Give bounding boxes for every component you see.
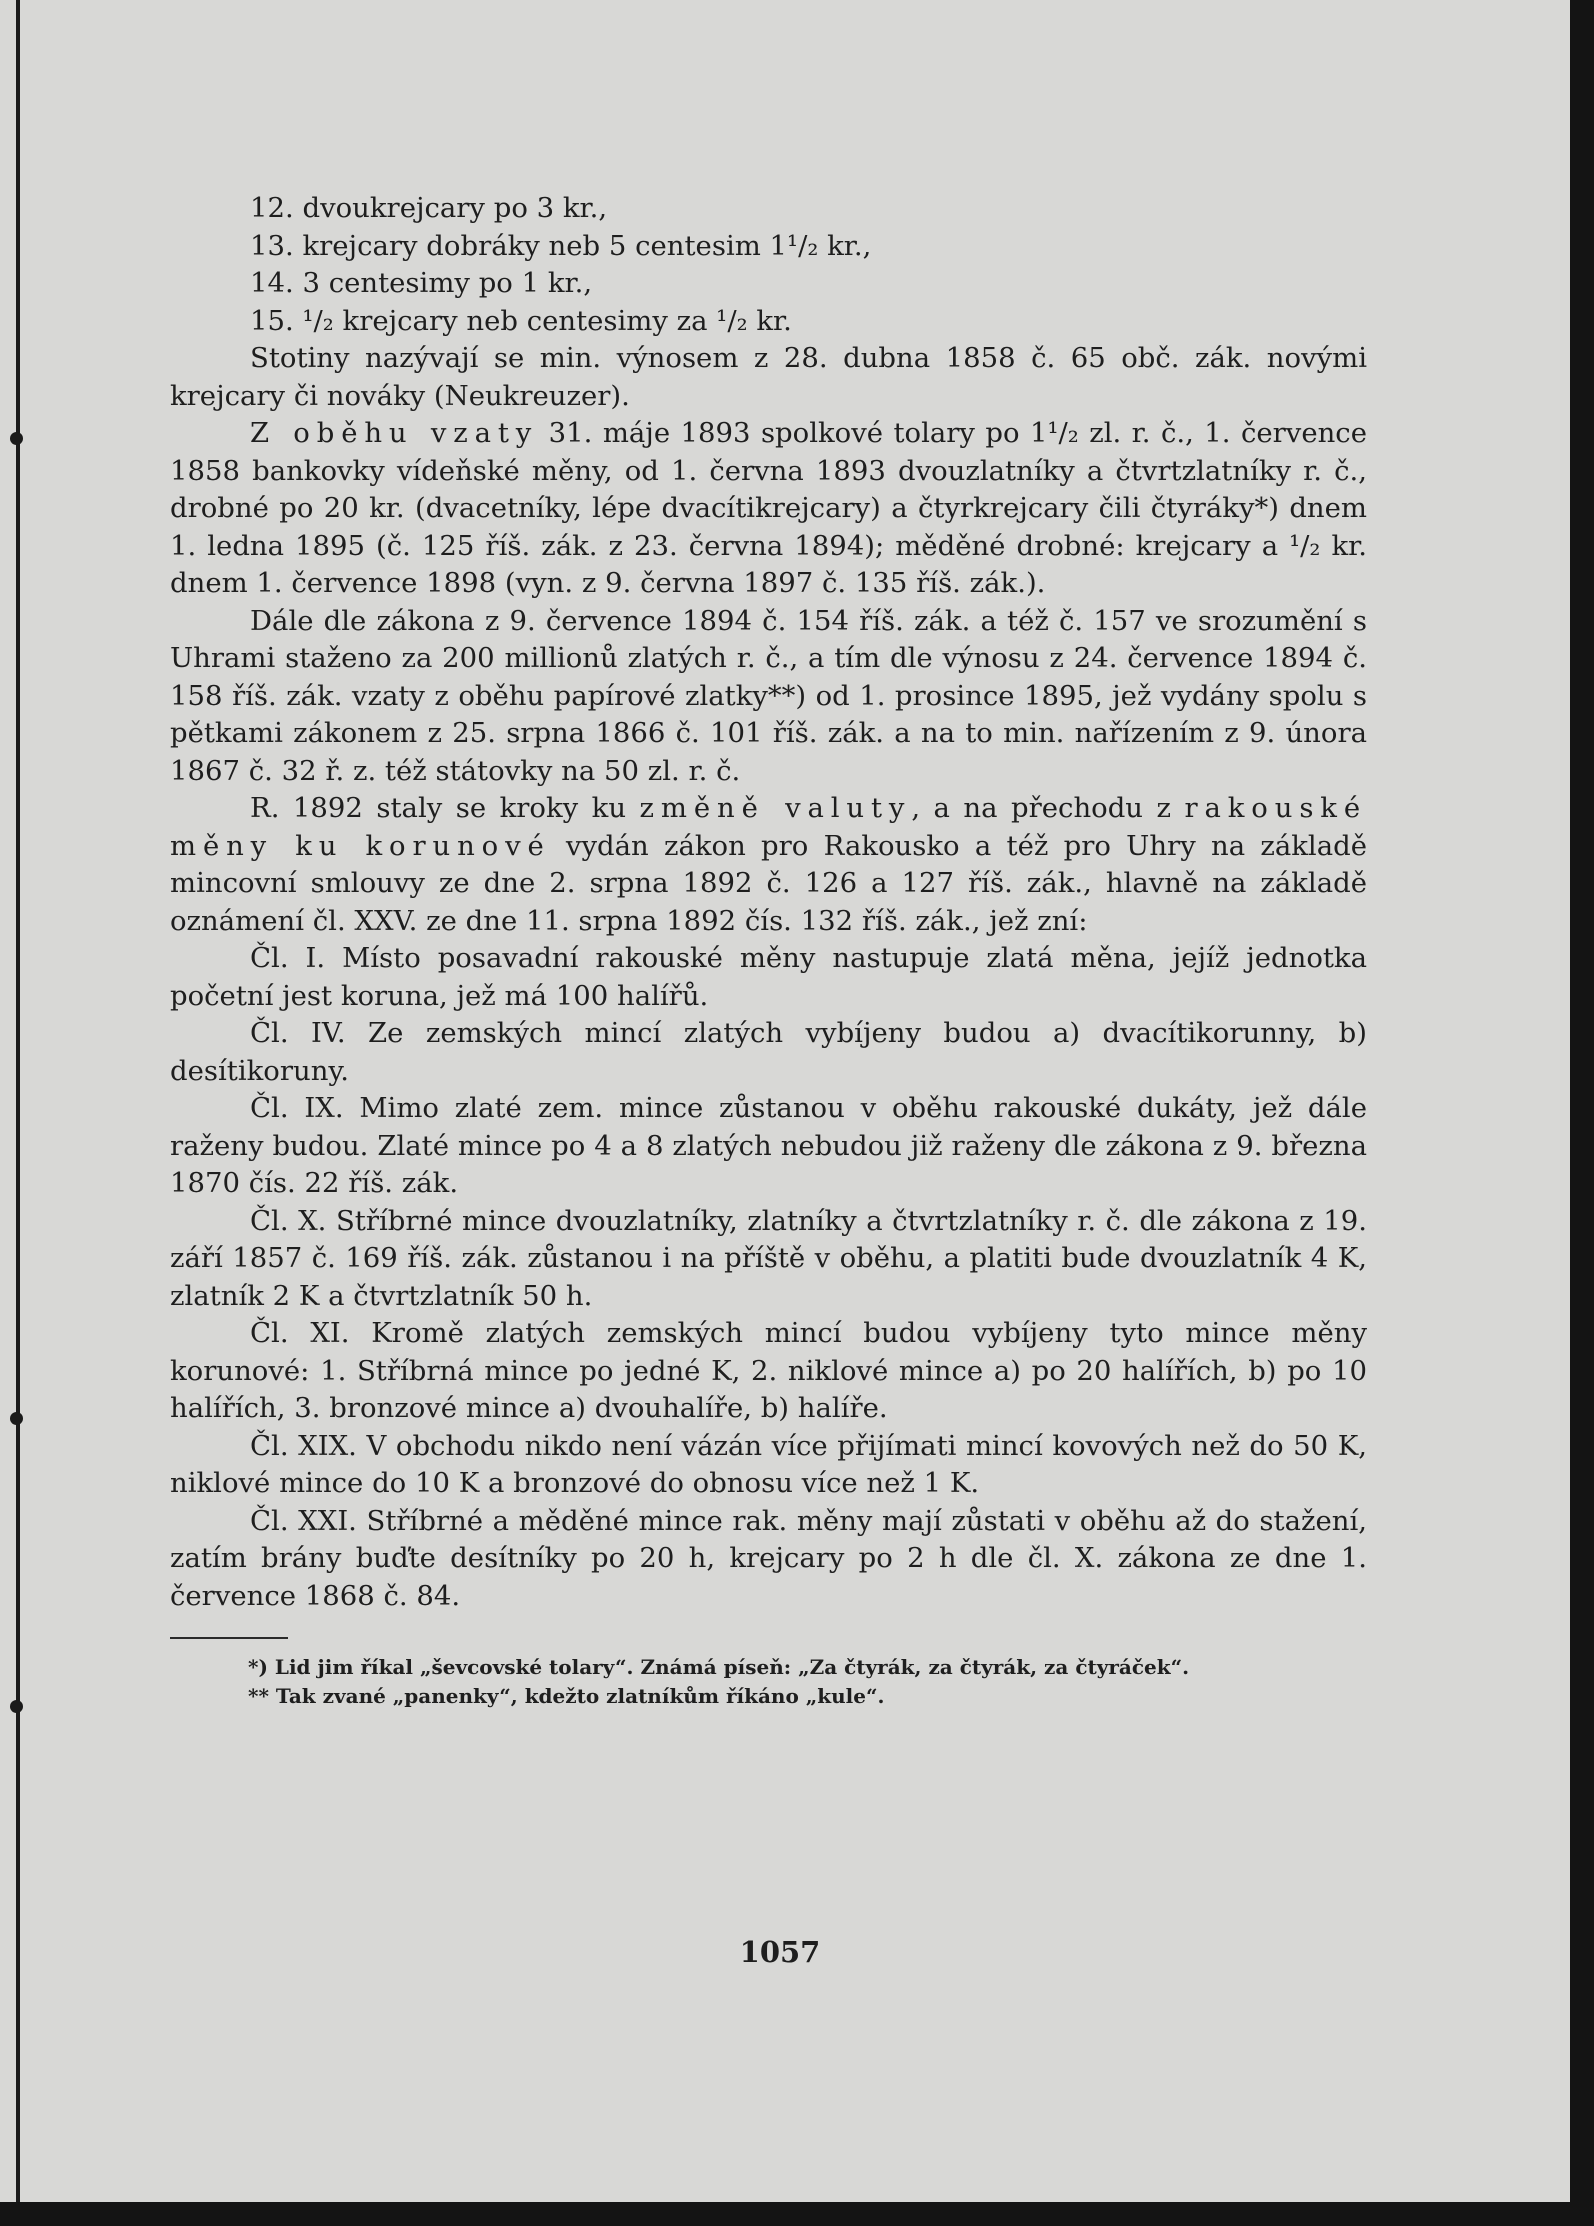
list-item: 14. 3 centesimy po 1 kr., [250,267,593,299]
article-cl-1: Čl. I. Místo posavadní rakouské měny nastupuje zlatá měna, jejíž jednotka početní jest koruna, jež má 100 halířů. [170,942,1367,1012]
footnote: *) Lid jim říkal „ševcovské tolary“. Známá píseň: „Za čtyrák, za čtyrák, za čtyráček“. [248,1655,1190,1679]
list-item: 12. dvoukrejcary po 3 kr., [250,192,608,224]
article-cl-19: Čl. XIX. V obchodu nikdo není vázán více přijímati mincí kovových než do 50 K, niklové mince do 10 K a bronzové do obnosu více než 1 K. [170,1429,1367,1499]
paragraph-text: , a na přechodu z [911,792,1185,824]
article-cl-4: Čl. IV. Ze zemských mincí zlatých vybíjeny budou a) dvacítikorunny, b) desítikoruny. [170,1017,1367,1087]
spaced-emphasis: změně valuty [639,792,912,824]
footnote-rule [170,1637,288,1639]
footnotes [170,1653,1367,1711]
spaced-emphasis: rakouské měny ku korunové [170,792,1367,862]
list-item: 13. krejcary dobráky neb 5 centesim 1¹/₂ kr., [250,229,872,262]
article-cl-10: Čl. X. Stříbrné mince dvouzlatníky, zlatníky a čtvrtzlatníky r. č. dle zákona z 19. září 1857 č. 169 říš. zák. zůstanou i na příště v oběhu, a platiti bude dvouzlatník 4 K, zlatník 2 K a čtvrtzlatník 50 h. [170,1204,1367,1312]
paragraph-text: vydán zákon pro Rakousko a též pro Uhry na základě mincovní smlouvy ze dne 2. srpna 1892 č. 126 a 127 říš. zák., hlavně na základě oznámení čl. XXV. ze dne 11. srpna 1892 čís. 132 říš. zák., jež zní: [170,829,1367,937]
paragraph-stotiny: Stotiny nazývají se min. výnosem z 28. dubna 1858 č. 65 obč. zák. novými krejcary či nováky (Neukreuzer). [170,342,1367,412]
article-cl-9: Čl. IX. Mimo zlaté zem. mince zůstanou v oběhu rakouské dukáty, jež dále raženy budou. Zlaté mince po 4 a 8 zlatých nebudou již raženy dle zákona z 9. března 1870 čís. 22 říš. zák. [170,1092,1367,1199]
paragraph-text: R. 1892 staly se kroky ku [250,792,640,824]
binding-mark [10,432,23,445]
article-cl-11: Čl. XI. Kromě zlatých zemských mincí budou vybíjeny tyto mince měny korunové: 1. Stříbrná mince po jedné K, 2. niklové mince a) po 20 halířích, b) po 10 halířích, 3. bronzové mince a) dvouhalíře, b) halíře. [170,1317,1367,1424]
denomination-list [170,190,1367,340]
article-cl-21: Čl. XXI. Stříbrné a měděné mince rak. měny mají zůstati v oběhu až do stažení, zatím brány buďte desítníky po 20 h, krejcary po 2 h dle čl. X. zákona ze dne 1. července 1868 č. 84. [170,1504,1367,1612]
list-item: 15. ¹/₂ krejcary neb centesimy za ¹/₂ kr. [250,304,792,337]
paragraph-dale: Dále dle zákona z 9. července 1894 č. 154 říš. zák. a též č. 157 ve srozumění s Uhrami staženo za 200 millionů zlatých r. č., a tím dle výnosu z 24. července 1894 č. 158 říš. zák. vzaty z oběhu papírové zlatky**) od 1. prosince 1895, jež vydány spolu s pětkami zákonem z 25. srpna 1866 č. 101 říš. zák. a na to min. nařízením z 9. února 1867 č. 32 ř. z. též státovky na 50 zl. r. č. [170,604,1367,787]
page-number: 1057 [739,1935,821,1969]
page-body [170,190,1367,1711]
paragraph-z-obehu [170,415,1367,603]
binding-edge [16,0,20,2202]
binding-mark [10,1700,23,1713]
spaced-emphasis: Z oběhu vzaty [250,417,539,449]
paragraph-r1892 [170,790,1367,940]
binding-mark [10,1412,23,1425]
paragraph-text: 31. máje 1893 spolkové tolary po 1¹/₂ zl. r. č., 1. července 1858 bankovky vídeňské měny, od 1. června 1893 dvouzlatníky a čtvrtzlatníky r. č., drobné po 20 kr. (dvacetníky, lépe dvacítikrejcary) a čtyrkrejcary čili čtyráky*) dnem 1. ledna 1895 (č. 125 říš. zák. z 23. června 1894); měděné drobné: krejcary a ¹/₂ kr. dnem 1. července 1898 (vyn. z 9. června 1897 č. 135 říš. zák.). [170,417,1367,599]
footnote: ** Tak zvané „panenky“, kdežto zlatníkům říkáno „kule“. [248,1684,885,1708]
